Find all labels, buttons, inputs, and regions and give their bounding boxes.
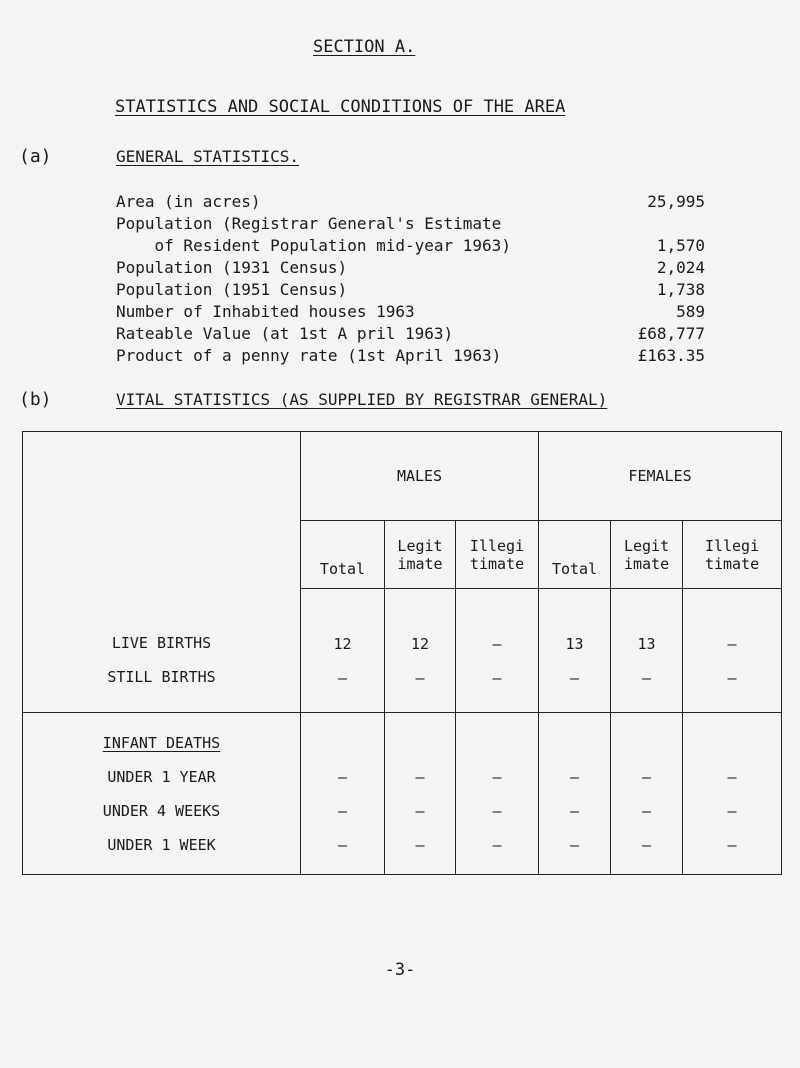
cell-value: 13 (565, 634, 584, 653)
header-text: Total (319, 560, 366, 578)
row-label: STILL BIRTHS (107, 668, 216, 687)
header-text: Legit (397, 536, 443, 555)
row-label: UNDER 1 WEEK (107, 835, 216, 854)
main-title: STATISTICS AND SOCIAL CONDITIONS OF THE AREA (115, 97, 566, 117)
stat-value: £68,777 (637, 324, 705, 343)
deaths-cell (539, 713, 611, 875)
header-text: imate (623, 554, 670, 573)
cell-value: – (492, 801, 502, 820)
cell-value: – (642, 801, 652, 820)
section-title: SECTION A. (313, 37, 416, 57)
stat-label: Population (1951 Census) (116, 280, 348, 299)
cell-value: – (642, 668, 652, 687)
stat-label: Area (in acres) (116, 192, 261, 211)
stat-label: Population (Registrar General's Estimate (116, 214, 502, 233)
cell-value: – (492, 835, 502, 854)
cell-value: – (415, 668, 425, 687)
row-label: UNDER 4 WEEKS (102, 801, 221, 820)
vital-statistics-table (22, 431, 782, 875)
cell-value: – (727, 668, 737, 687)
males-header: MALES (301, 432, 539, 521)
cell-value: – (337, 801, 348, 820)
header-text: Legit (623, 536, 670, 555)
stat-value: 1,570 (656, 236, 705, 255)
stat-value: 2,024 (656, 258, 705, 277)
vital-statistics-heading: VITAL STATISTICS (AS SUPPLIED BY REGISTRAR GENERAL) (116, 390, 608, 409)
births-cell (683, 589, 782, 713)
stat-label: Product of a penny rate (1st April 1963) (116, 346, 502, 365)
header-text: timate (704, 554, 760, 573)
deaths-cell (683, 713, 782, 875)
births-cell (539, 589, 611, 713)
males-total-header (301, 521, 385, 589)
general-statistics-heading: GENERAL STATISTICS. (116, 147, 300, 166)
cell-value: – (415, 801, 425, 820)
stat-label: of Resident Population mid-year 1963) (116, 236, 511, 255)
stat-value: 25,995 (647, 192, 705, 211)
cell-value: – (337, 767, 348, 786)
deaths-cell (611, 713, 683, 875)
cell-value: – (570, 835, 580, 854)
cell-value: 12 (333, 634, 352, 653)
row-label: LIVE BIRTHS (111, 634, 212, 653)
births-cell (301, 589, 385, 713)
cell-value: – (415, 767, 425, 786)
cell-value: – (570, 801, 580, 820)
header-text: imate (397, 554, 443, 573)
cell-value: – (642, 835, 652, 854)
males-illegitimate-header (456, 521, 539, 589)
females-header: FEMALES (539, 432, 782, 521)
cell-value: – (727, 835, 737, 854)
cell-value: – (727, 634, 737, 653)
stat-value: £163.35 (637, 346, 705, 365)
page-number: -3- (384, 960, 416, 980)
cell-value: – (570, 668, 580, 687)
cell-value: – (727, 801, 737, 820)
header-text: Illegi (704, 536, 760, 555)
cell-value: – (492, 767, 502, 786)
stat-value: 589 (676, 302, 705, 321)
females-legitimate-header (611, 521, 683, 589)
cell-value: – (337, 668, 348, 687)
part-a-marker: (a) (19, 146, 52, 167)
stat-label: Number of Inhabited houses 1963 (116, 302, 415, 321)
births-labels (23, 589, 301, 713)
stat-label: Population (1931 Census) (116, 258, 348, 277)
males-legitimate-header (385, 521, 456, 589)
cell-value: – (415, 835, 425, 854)
infant-deaths-heading: INFANT DEATHS (102, 733, 221, 752)
row-label: UNDER 1 YEAR (107, 767, 216, 786)
births-cell (611, 589, 683, 713)
cell-value: – (492, 668, 502, 687)
deaths-cell (456, 713, 539, 875)
cell-value: – (337, 835, 348, 854)
females-illegitimate-header (683, 521, 782, 589)
header-text: timate (469, 554, 525, 573)
cell-value: – (642, 767, 652, 786)
cell-value: – (727, 767, 737, 786)
header-text: Total (551, 560, 598, 578)
infant-deaths-labels (23, 713, 301, 875)
cell-value: – (492, 634, 502, 653)
stat-label: Rateable Value (at 1st A pril 1963) (116, 324, 454, 343)
births-cell (385, 589, 456, 713)
cell-value: 13 (637, 634, 656, 653)
row-label-header (23, 432, 301, 589)
cell-value: – (570, 767, 580, 786)
deaths-cell (301, 713, 385, 875)
part-b-marker: (b) (19, 389, 52, 410)
header-text: Illegi (469, 536, 525, 555)
females-total-header (539, 521, 611, 589)
deaths-cell (385, 713, 456, 875)
cell-value: 12 (410, 634, 430, 653)
stat-value: 1,738 (656, 280, 705, 299)
births-cell (456, 589, 539, 713)
